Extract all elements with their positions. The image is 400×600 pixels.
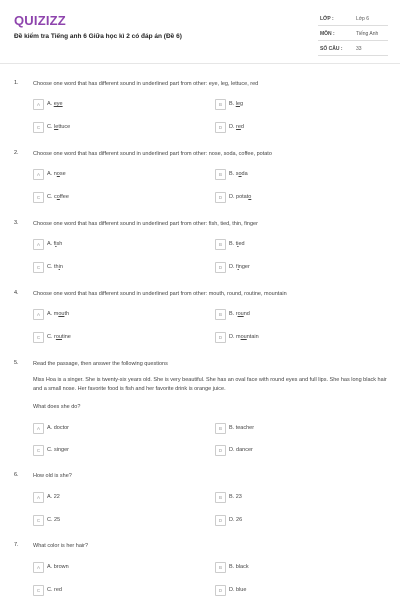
question-text: Choose one word that has different sound in underlined part from other: eye, leg, lettuce, red — [33, 81, 259, 87]
option-b[interactable]: B B. leg — [215, 99, 385, 110]
sub-question-text: What does she do? — [33, 404, 81, 410]
option-b[interactable]: B B. teacher — [215, 423, 385, 434]
option-c[interactable]: C C. lettuce — [33, 122, 203, 133]
option-letter-box: B — [215, 239, 226, 250]
option-letter-box: B — [215, 309, 226, 320]
option-b[interactable]: B B. round — [215, 309, 385, 320]
question-text: How old is she? — [33, 473, 72, 479]
document-title: Đề kiểm tra Tiếng anh 6 Giữa học kì 2 có đáp án (Đề 6) — [14, 33, 182, 40]
question-text: Read the passage, then answer the following questions — [33, 361, 168, 367]
option-letter-box: D — [215, 585, 226, 596]
question-text: Choose one word that has different sound in underlined part from other: nose, soda, coffee, potato — [33, 151, 272, 157]
meta-row-subject — [318, 28, 388, 41]
option-letter-box: D — [215, 515, 226, 526]
option-d[interactable]: D D. dancer — [215, 445, 385, 456]
option-c[interactable]: C C. routine — [33, 332, 203, 343]
question-number: 4. — [14, 290, 19, 296]
option-d[interactable]: D D. finger — [215, 262, 385, 273]
option-letter-box: C — [33, 262, 44, 273]
option-letter-box: C — [33, 192, 44, 203]
option-c[interactable]: C C. red — [33, 585, 203, 596]
option-a[interactable]: A A. brown — [33, 562, 203, 573]
option-letter-box: A — [33, 492, 44, 503]
option-letter-box: B — [215, 423, 226, 434]
option-b[interactable]: B B. 23 — [215, 492, 385, 503]
header-divider — [0, 63, 400, 64]
meta-row-grade — [318, 13, 388, 26]
option-letter-box: A — [33, 309, 44, 320]
option-letter-box: B — [215, 492, 226, 503]
option-a[interactable]: A A. nose — [33, 169, 203, 180]
option-letter-box: A — [33, 169, 44, 180]
reading-passage: Miss Hoa is a singer. She is twenty-six years old. She is very beautiful. She has an oval face with round eyes and full lips. She has long black hair and a small nose. Her favorite food is fish and her favorite drink is orange juice. — [33, 377, 387, 392]
option-letter-box: C — [33, 122, 44, 133]
option-a[interactable]: A A. mouth — [33, 309, 203, 320]
option-letter-box: A — [33, 423, 44, 434]
option-d[interactable]: D D. red — [215, 122, 385, 133]
question-text: Choose one word that has different sound in underlined part from other: mouth, round, routine, mountain — [33, 291, 287, 297]
meta-value: Lớp 6 — [356, 16, 370, 22]
option-d[interactable]: D D. 26 — [215, 515, 385, 526]
meta-value: 33 — [356, 46, 362, 52]
meta-label: LỚP : — [320, 16, 334, 22]
quizizz-logo: QUIZIZZ — [14, 13, 66, 28]
option-c[interactable]: C C. coffee — [33, 192, 203, 203]
question-text: Choose one word that has different sound in underlined part from other: fish, tied, thin, finger — [33, 221, 258, 227]
option-b[interactable]: B B. black — [215, 562, 385, 573]
meta-row-count — [318, 43, 388, 56]
option-letter-box: B — [215, 562, 226, 573]
question-number: 6. — [14, 472, 19, 478]
option-letter-box: C — [33, 585, 44, 596]
question-number: 7. — [14, 542, 19, 548]
option-c[interactable]: C C. thin — [33, 262, 203, 273]
meta-value: Tiếng Anh — [356, 31, 379, 37]
option-letter-box: C — [33, 445, 44, 456]
option-c[interactable]: C C. singer — [33, 445, 203, 456]
option-d[interactable]: D D. potato — [215, 192, 385, 203]
option-a[interactable]: A A. doctor — [33, 423, 203, 434]
option-a[interactable]: A A. 22 — [33, 492, 203, 503]
option-letter-box: A — [33, 562, 44, 573]
option-b[interactable]: B B. tied — [215, 239, 385, 250]
option-letter-box: A — [33, 99, 44, 110]
option-c[interactable]: C C. 25 — [33, 515, 203, 526]
question-text: What color is her hair? — [33, 543, 89, 549]
option-letter-box: B — [215, 99, 226, 110]
option-d[interactable]: D D. mountain — [215, 332, 385, 343]
option-letter-box: D — [215, 122, 226, 133]
option-letter-box: A — [33, 239, 44, 250]
option-letter-box: B — [215, 169, 226, 180]
meta-label: SỐ CÂU : — [320, 46, 343, 52]
option-letter-box: C — [33, 332, 44, 343]
question-number: 2. — [14, 150, 19, 156]
question-number: 1. — [14, 80, 19, 86]
meta-label: MÔN : — [320, 31, 335, 37]
option-a[interactable]: A A. eye — [33, 99, 203, 110]
option-letter-box: D — [215, 332, 226, 343]
question-number: 3. — [14, 220, 19, 226]
option-letter-box: D — [215, 445, 226, 456]
option-letter-box: D — [215, 262, 226, 273]
option-d[interactable]: D D. blue — [215, 585, 385, 596]
option-letter-box: C — [33, 515, 44, 526]
question-number: 5. — [14, 360, 19, 366]
option-b[interactable]: B B. soda — [215, 169, 385, 180]
option-letter-box: D — [215, 192, 226, 203]
option-a[interactable]: A A. fish — [33, 239, 203, 250]
